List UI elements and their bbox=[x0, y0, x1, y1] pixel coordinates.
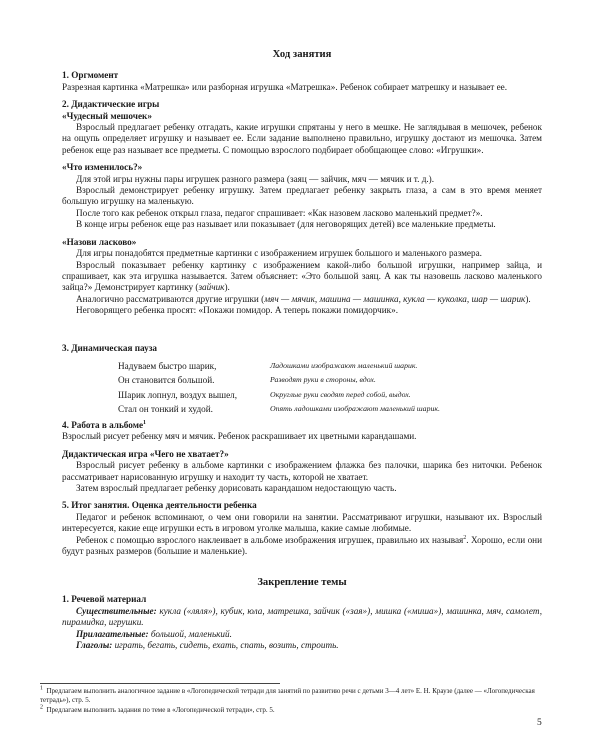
footnote-2: $^2$ Предлагаем выполнить задания по теме в «Логопедической тетради», стр. 5. bbox=[40, 704, 275, 714]
verbs-line: Глаголы: играть, бегать, сидеть, ехать, спать, возить, строить. bbox=[76, 640, 339, 651]
game2-text-3: После того как ребенок открыл глаза, педагог спрашивает: «Как назовем ласково маленький предмет?». bbox=[76, 207, 483, 218]
footnote-1: $^1$ Предлагаем выполнить аналогичное задание в «Логопедической тетради для занятий по развитию речи с детьми 3—4 лет» Е. Н. Краузе (далее — «Логопедическая тетрадь»), стр. 5. bbox=[40, 685, 535, 704]
game2-heading: «Что изменилось?» bbox=[62, 162, 143, 173]
orgmoment-text: Разрезная картинка «Матрешка» или разборная игрушка «Матрешка». Ребенок собирает матрешку и называет ее. bbox=[62, 81, 508, 92]
what-missing-text-1: Взрослый рисует ребенку в альбоме картинки с изображением флажка без палочки, шарика без ниточки. Ребенок рассматривает нарисованную игрушку и находит ту часть, которой не хватает. bbox=[62, 460, 542, 482]
album-work-section bbox=[62, 420, 542, 557]
what-missing-heading: Дидактическая игра «Чего не хватает?» bbox=[62, 448, 229, 459]
didactic-games-heading: 2. Дидактические игры bbox=[62, 99, 160, 110]
game2-text-2: Взрослый демонстрирует ребенку игрушку. Затем предлагает ребенку закрыть глаза, а сам в это время меняет большую игрушку на маленькую. bbox=[62, 185, 542, 207]
game2-text-4: В конце игры ребенок еще раз называет или показывает (для неговорящих детей) все маленькие предметы. bbox=[76, 219, 496, 230]
poem-row: Он становится большой. Разводят руки в стороны, вдох. bbox=[118, 375, 376, 386]
album-work-heading: 4. Работа в альбоме$^1$ bbox=[62, 419, 147, 430]
poem-row: Надуваем быстро шарик, Ладошками изображают маленький шарик. bbox=[118, 361, 418, 371]
game3-text-4: Неговорящего ребенка просят: «Покажи помидор. А теперь покажи помидорчик». bbox=[76, 305, 399, 316]
album-work-text: Взрослый рисует ребенку мяч и мячик. Ребенок раскрашивает их цветными карандашами. bbox=[62, 431, 417, 442]
game2-text-1: Для этой игры нужны пары игрушек разного размера (заяц — зайчик, мяч — мячик и т. д.). bbox=[76, 173, 435, 184]
poem-row: Стал он тонкий и худой. Опять ладошками изображают маленький шарик. bbox=[118, 403, 440, 414]
game1-text: Взрослый предлагает ребенку отгадать, какие игрушки спрятаны у него в мешке. Не заглядывая в мешочек, ребенок на ощупь определяет игрушку и называет ее. Если задание выполнено правильно, игрушку достают из мешочка. Затем ребенок еще раз называет все предметы. С помощью взрослого подбирает обобщающее слово: «Игрушки». bbox=[62, 122, 542, 155]
dynamic-pause-heading: 3. Динамическая пауза bbox=[62, 343, 158, 353]
summary-text-2: Ребенок с помощью взрослого наклеивает в альбоме изображения игрушек, правильно их называя$^2$. Хорошо, если они будут разных размеров (большие и маленькие). bbox=[62, 534, 542, 557]
game1-heading: «Чудесный мешочек» bbox=[62, 110, 152, 121]
speech-material-heading: 1. Речевой материал bbox=[62, 594, 147, 605]
lesson-flow-section bbox=[62, 49, 542, 317]
adjectives-line: Прилагательные: большой, маленький. bbox=[76, 628, 232, 639]
orgmoment-heading: 1. Оргмомент bbox=[62, 70, 119, 81]
summary-text-1: Педагог и ребенок вспоминают, о чем они говорили на занятии. Рассматривают игрушки, называют их. Взрослый интересуется, какие еще игрушки есть в игровом уголке малыша, какие самые любимые. bbox=[62, 511, 542, 534]
game3-text-1: Для игры понадобятся предметные картинки с изображением игрушек большого и маленького размера. bbox=[76, 248, 482, 259]
consolidation-title: Закрепление темы bbox=[257, 577, 347, 588]
lesson-flow-title: Ход занятия bbox=[272, 49, 332, 60]
summary-heading: 5. Итог занятия. Оценка деятельности ребенка bbox=[62, 500, 257, 511]
dynamic-pause-poem bbox=[118, 359, 538, 416]
game3-text-3: Аналогично рассматриваются другие игрушки (мяч — мячик, машина — машинка, кукла — куколка, шар — шарик). bbox=[76, 293, 531, 304]
poem-row: Шарик лопнул, воздух вышел, Округлые руки сводят перед собой, выдох. bbox=[118, 389, 411, 400]
what-missing-text-2: Затем взрослый предлагает ребенку дорисовать карандашом недостающую часть. bbox=[76, 483, 397, 494]
page-number: 5 bbox=[537, 718, 542, 728]
nouns-line: Существительные: кукла («ляля»), кубик, юла, матрешка, зайчик («зая»), мишка («миша»), машинка, мяч, самолет, пирамидка, игрушки. bbox=[62, 605, 542, 628]
game3-heading: «Назови ласково» bbox=[62, 236, 137, 247]
dynamic-pause-section bbox=[62, 343, 542, 354]
footnote-divider bbox=[40, 683, 280, 684]
consolidation-section bbox=[62, 577, 542, 651]
game3-text-2: Взрослый показывает ребенку картинку с изображением какой-либо большой игрушки, например зайца, и спрашивает, как эта игрушка называется. Затем объясняет: «Это большой заяц. А как ты назовешь ласково маленького зайца?» Демонстрирует картинку (зайчик). bbox=[62, 259, 542, 293]
